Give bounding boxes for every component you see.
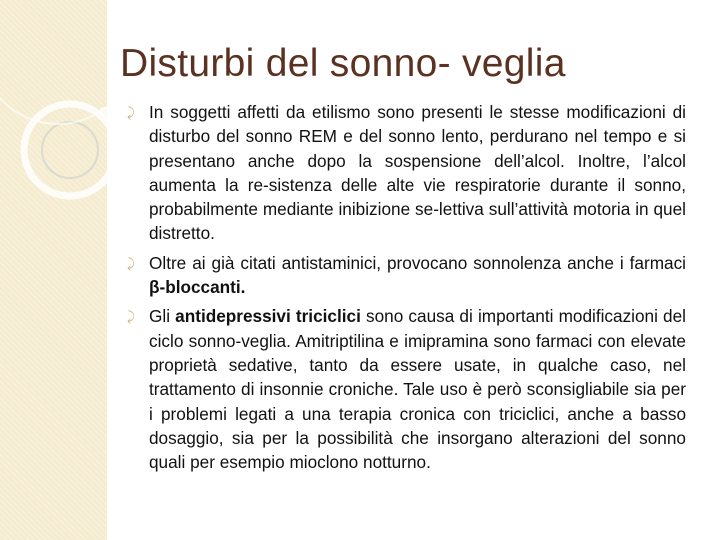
bullet-text: In soggetti affetti da etilismo sono presenti le stesse modificazioni di disturbo del sonno REM e del sonno lento, perdurano nel tempo e si presentano anche dopo la sospensione dell’alcol. Inoltre, l’alcol aumenta la re-sistenza delle alte vie respiratorie durante il sonno, probabilmente mediante inibizione se-lettiva sull’attività motoria in quel distretto. [149, 102, 686, 244]
curved-arrow-bullet-icon: ⤸ [127, 105, 135, 120]
curved-arrow-bullet-icon: ⤸ [127, 255, 135, 271]
decorative-circles [0, 0, 150, 200]
slide-title: Disturbi del sonno- veglia [120, 42, 566, 85]
bullet-list [127, 100, 686, 474]
bullet-bold-text: β-bloccanti. [149, 277, 246, 298]
bullet-item-beta-bloccanti [127, 251, 686, 300]
curved-arrow-bullet-icon: ⤸ [127, 309, 135, 325]
bullet-text: sono causa di importanti modificazioni del ciclo sonno-veglia. Amitriptilina e imipramina sono farmaci con elevate proprietà sedative, tanto da essere usate, in qualche caso, nel trattamento di insonnie croniche. Tale uso è però sconsigliabile sia per i problemi legati a una terapia cronica con triciclici, anche a basso dosaggio, sia per la possibilità che insorgano alterazioni del sonno quali per esempio mioclono notturno. [149, 306, 686, 473]
bullet-item-antidepressivi [127, 304, 686, 474]
bullet-bold-text: antidepressivi triciclici [175, 306, 361, 327]
bullet-text: Gli [149, 306, 176, 327]
bullet-text: Oltre ai già citati antistaminici, provocano sonnolenza anche i farmaci [149, 252, 686, 273]
bullet-item-alcol [127, 100, 686, 246]
